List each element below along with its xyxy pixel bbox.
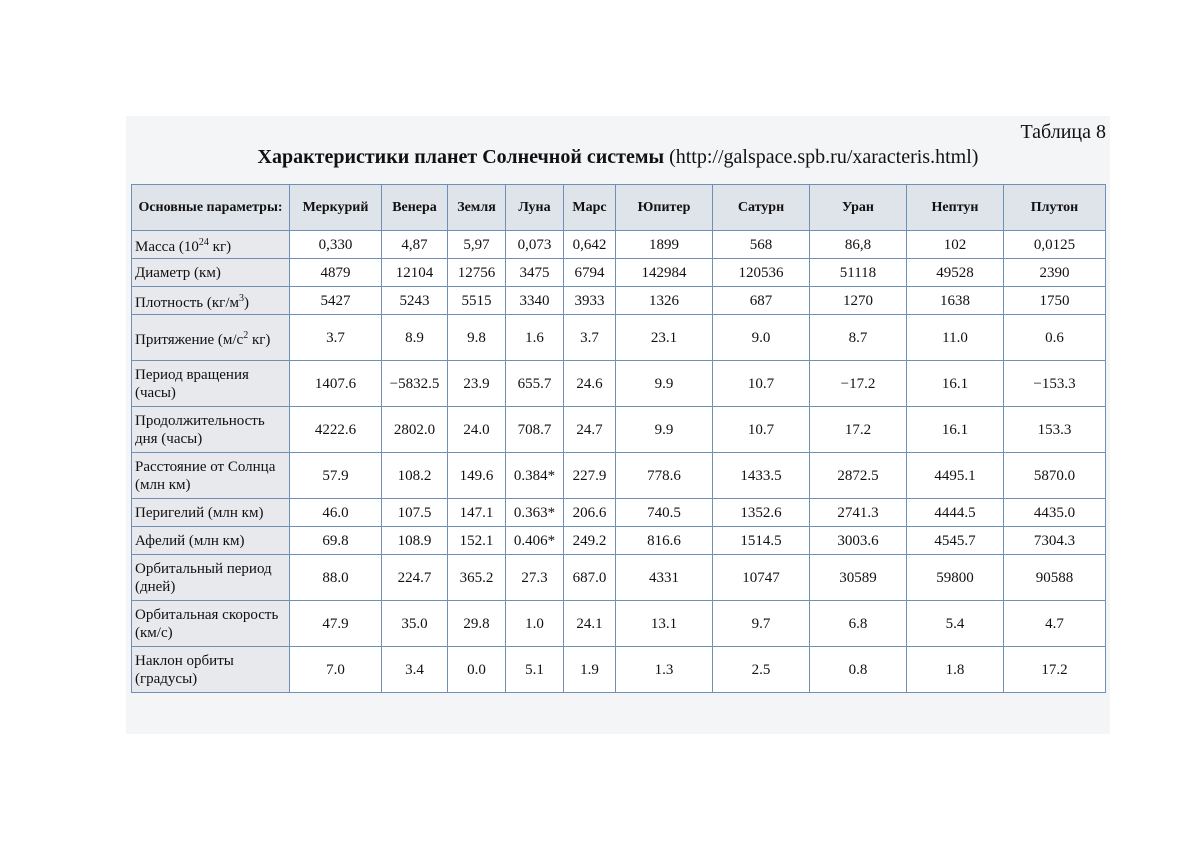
table-cell: 3475 — [506, 259, 564, 287]
table-cell: 2741.3 — [810, 499, 907, 527]
table-cell: 5.4 — [907, 601, 1004, 647]
table-cell: 6794 — [564, 259, 616, 287]
table-cell: 0.8 — [810, 647, 907, 693]
table-cell: 23.9 — [448, 361, 506, 407]
table-cell: 9.9 — [616, 361, 713, 407]
table-cell: 11.0 — [907, 315, 1004, 361]
table-cell: 47.9 — [290, 601, 382, 647]
table-cell: 1270 — [810, 287, 907, 315]
row-header — [132, 499, 290, 527]
table-cell: 35.0 — [382, 601, 448, 647]
row-header — [132, 259, 290, 287]
table-cell: 227.9 — [564, 453, 616, 499]
table-cell: 23.1 — [616, 315, 713, 361]
table-cell: −17.2 — [810, 361, 907, 407]
table-cell: 86,8 — [810, 231, 907, 259]
row-header-superscript: 3 — [238, 292, 244, 304]
table-cell: 5.1 — [506, 647, 564, 693]
table-row — [132, 231, 1106, 259]
row-header — [132, 555, 290, 601]
column-header-moon: Луна — [506, 185, 564, 231]
row-header-unit: кг) — [208, 238, 232, 255]
table-cell: 102 — [907, 231, 1004, 259]
table-row — [132, 647, 1106, 693]
column-header-mars: Марс — [564, 185, 616, 231]
table-cell: 12756 — [448, 259, 506, 287]
table-cell: 24.7 — [564, 407, 616, 453]
table-row — [132, 287, 1106, 315]
table-cell: 27.3 — [506, 555, 564, 601]
table-row — [132, 407, 1106, 453]
table-cell: 4435.0 — [1004, 499, 1106, 527]
row-header — [132, 287, 290, 315]
column-header-saturn: Сатурн — [713, 185, 810, 231]
row-header — [132, 527, 290, 555]
table-cell: 568 — [713, 231, 810, 259]
row-header-superscript: 2 — [243, 329, 249, 341]
row-header-text: Продолжительность дня (часы) — [135, 412, 265, 447]
table-cell: 3340 — [506, 287, 564, 315]
table-cell: −5832.5 — [382, 361, 448, 407]
table-row — [132, 315, 1106, 361]
table-cell: 7.0 — [290, 647, 382, 693]
column-header-uranus: Уран — [810, 185, 907, 231]
table-cell: 10747 — [713, 555, 810, 601]
table-cell: 147.1 — [448, 499, 506, 527]
row-header-text: Афелий (млн км) — [135, 532, 245, 549]
column-header-jupiter: Юпитер — [616, 185, 713, 231]
table-cell: 9.8 — [448, 315, 506, 361]
table-cell: 17.2 — [810, 407, 907, 453]
table-cell: 5,97 — [448, 231, 506, 259]
table-cell: 24.0 — [448, 407, 506, 453]
table-cell: 1750 — [1004, 287, 1106, 315]
table-cell: 57.9 — [290, 453, 382, 499]
table-title — [126, 146, 1110, 169]
table-cell: 4.7 — [1004, 601, 1106, 647]
row-header-text: Орбитальный период (дней) — [135, 560, 272, 595]
table-cell: 1.9 — [564, 647, 616, 693]
row-header-text: Расстояние от Солнца (млн км) — [135, 458, 276, 493]
table-cell: 8.9 — [382, 315, 448, 361]
row-header — [132, 453, 290, 499]
table-cell: 0.363* — [506, 499, 564, 527]
table-cell: 3003.6 — [810, 527, 907, 555]
table-cell: 51118 — [810, 259, 907, 287]
table-cell: 46.0 — [290, 499, 382, 527]
table-cell: 108.2 — [382, 453, 448, 499]
table-body — [132, 231, 1106, 693]
table-cell: 0.406* — [506, 527, 564, 555]
document-sheet — [126, 116, 1110, 734]
table-cell: 12104 — [382, 259, 448, 287]
table-row — [132, 601, 1106, 647]
table-cell: 1514.5 — [713, 527, 810, 555]
table-cell: 1638 — [907, 287, 1004, 315]
column-header-venus: Венера — [382, 185, 448, 231]
table-cell: 708.7 — [506, 407, 564, 453]
row-header-text: Перигелий (млн км) — [135, 504, 264, 521]
table-cell: 1.0 — [506, 601, 564, 647]
table-cell: 16.1 — [907, 361, 1004, 407]
table-cell: 3.7 — [564, 315, 616, 361]
table-cell: 206.6 — [564, 499, 616, 527]
table-cell: 8.7 — [810, 315, 907, 361]
table-cell: 29.8 — [448, 601, 506, 647]
table-title-source: (http://galspace.spb.ru/xaracteris.html) — [669, 146, 979, 168]
table-cell: 9.9 — [616, 407, 713, 453]
table-cell: 30589 — [810, 555, 907, 601]
row-header-unit: кг) — [248, 331, 271, 348]
table-cell: 108.9 — [382, 527, 448, 555]
row-header-superscript: 24 — [198, 236, 209, 248]
table-cell: 687.0 — [564, 555, 616, 601]
table-cell: 1899 — [616, 231, 713, 259]
table-cell: 59800 — [907, 555, 1004, 601]
table-cell: 1.6 — [506, 315, 564, 361]
table-title-text: Характеристики планет Солнечной системы — [257, 146, 665, 168]
column-header-mercury: Меркурий — [290, 185, 382, 231]
table-cell: 0.0 — [448, 647, 506, 693]
table-cell: 16.1 — [907, 407, 1004, 453]
table-cell: 687 — [713, 287, 810, 315]
table-cell: 4,87 — [382, 231, 448, 259]
table-row — [132, 527, 1106, 555]
table-number-label: Таблица 8 — [1020, 121, 1106, 143]
planet-characteristics-table — [131, 184, 1106, 693]
table-cell: 3.7 — [290, 315, 382, 361]
table-cell: 69.8 — [290, 527, 382, 555]
column-header-parameters: Основные параметры: — [132, 185, 290, 231]
table-cell: −153.3 — [1004, 361, 1106, 407]
table-cell: 90588 — [1004, 555, 1106, 601]
table-cell: 107.5 — [382, 499, 448, 527]
table-row — [132, 361, 1106, 407]
table-cell: 2390 — [1004, 259, 1106, 287]
table-cell: 152.1 — [448, 527, 506, 555]
table-cell: 1.3 — [616, 647, 713, 693]
column-header-earth: Земля — [448, 185, 506, 231]
table-cell: 0.384* — [506, 453, 564, 499]
row-header-text: Орбитальная скорость (км/с) — [135, 606, 279, 641]
table-cell: 4495.1 — [907, 453, 1004, 499]
column-header-neptune: Нептун — [907, 185, 1004, 231]
table-cell: 4222.6 — [290, 407, 382, 453]
table-row — [132, 555, 1106, 601]
row-header-text: Масса (10 — [135, 238, 199, 255]
table-row — [132, 499, 1106, 527]
table-cell: 1.8 — [907, 647, 1004, 693]
table-cell: 0,642 — [564, 231, 616, 259]
row-header-text: Плотность (кг/м — [135, 294, 239, 311]
table-cell: 6.8 — [810, 601, 907, 647]
table-cell: 365.2 — [448, 555, 506, 601]
table-cell: 3.4 — [382, 647, 448, 693]
table-cell: 153.3 — [1004, 407, 1106, 453]
table-row — [132, 259, 1106, 287]
table-cell: 1352.6 — [713, 499, 810, 527]
table-row — [132, 453, 1106, 499]
row-header-text: Период вращения (часы) — [135, 366, 249, 401]
table-cell: 5243 — [382, 287, 448, 315]
table-cell: 5870.0 — [1004, 453, 1106, 499]
table-cell: 224.7 — [382, 555, 448, 601]
table-cell: 3933 — [564, 287, 616, 315]
table-cell: 816.6 — [616, 527, 713, 555]
table-cell: 49528 — [907, 259, 1004, 287]
table-cell: 249.2 — [564, 527, 616, 555]
table-cell: 5427 — [290, 287, 382, 315]
table-cell: 1433.5 — [713, 453, 810, 499]
table-cell: 0.6 — [1004, 315, 1106, 361]
table-cell: 13.1 — [616, 601, 713, 647]
table-cell: 2872.5 — [810, 453, 907, 499]
table-cell: 4331 — [616, 555, 713, 601]
table-cell: 24.1 — [564, 601, 616, 647]
table-cell: 778.6 — [616, 453, 713, 499]
row-header — [132, 315, 290, 361]
table-cell: 4444.5 — [907, 499, 1004, 527]
table-cell: 9.7 — [713, 601, 810, 647]
row-header — [132, 407, 290, 453]
table-cell: 1407.6 — [290, 361, 382, 407]
row-header — [132, 601, 290, 647]
row-header — [132, 231, 290, 259]
table-cell: 1326 — [616, 287, 713, 315]
row-header-text: Притяжение (м/с — [135, 331, 244, 348]
table-cell: 2802.0 — [382, 407, 448, 453]
column-header-pluto: Плутон — [1004, 185, 1106, 231]
table-cell: 5515 — [448, 287, 506, 315]
table-cell: 9.0 — [713, 315, 810, 361]
row-header-text: Наклон орбиты (градусы) — [135, 652, 234, 687]
table-cell: 655.7 — [506, 361, 564, 407]
table-cell: 740.5 — [616, 499, 713, 527]
table-cell: 0,073 — [506, 231, 564, 259]
table-cell: 17.2 — [1004, 647, 1106, 693]
row-header — [132, 361, 290, 407]
table-cell: 24.6 — [564, 361, 616, 407]
table-cell: 149.6 — [448, 453, 506, 499]
table-header-row — [132, 185, 1106, 231]
table-cell: 4545.7 — [907, 527, 1004, 555]
table-cell: 10.7 — [713, 407, 810, 453]
table-cell: 10.7 — [713, 361, 810, 407]
row-header — [132, 647, 290, 693]
table-cell: 0,330 — [290, 231, 382, 259]
table-cell: 4879 — [290, 259, 382, 287]
table-cell: 142984 — [616, 259, 713, 287]
table-cell: 88.0 — [290, 555, 382, 601]
row-header-unit: ) — [243, 294, 249, 311]
table-cell: 120536 — [713, 259, 810, 287]
table-cell: 2.5 — [713, 647, 810, 693]
row-header-text: Диаметр (км) — [135, 264, 221, 281]
table-cell: 0,0125 — [1004, 231, 1106, 259]
table-cell: 7304.3 — [1004, 527, 1106, 555]
